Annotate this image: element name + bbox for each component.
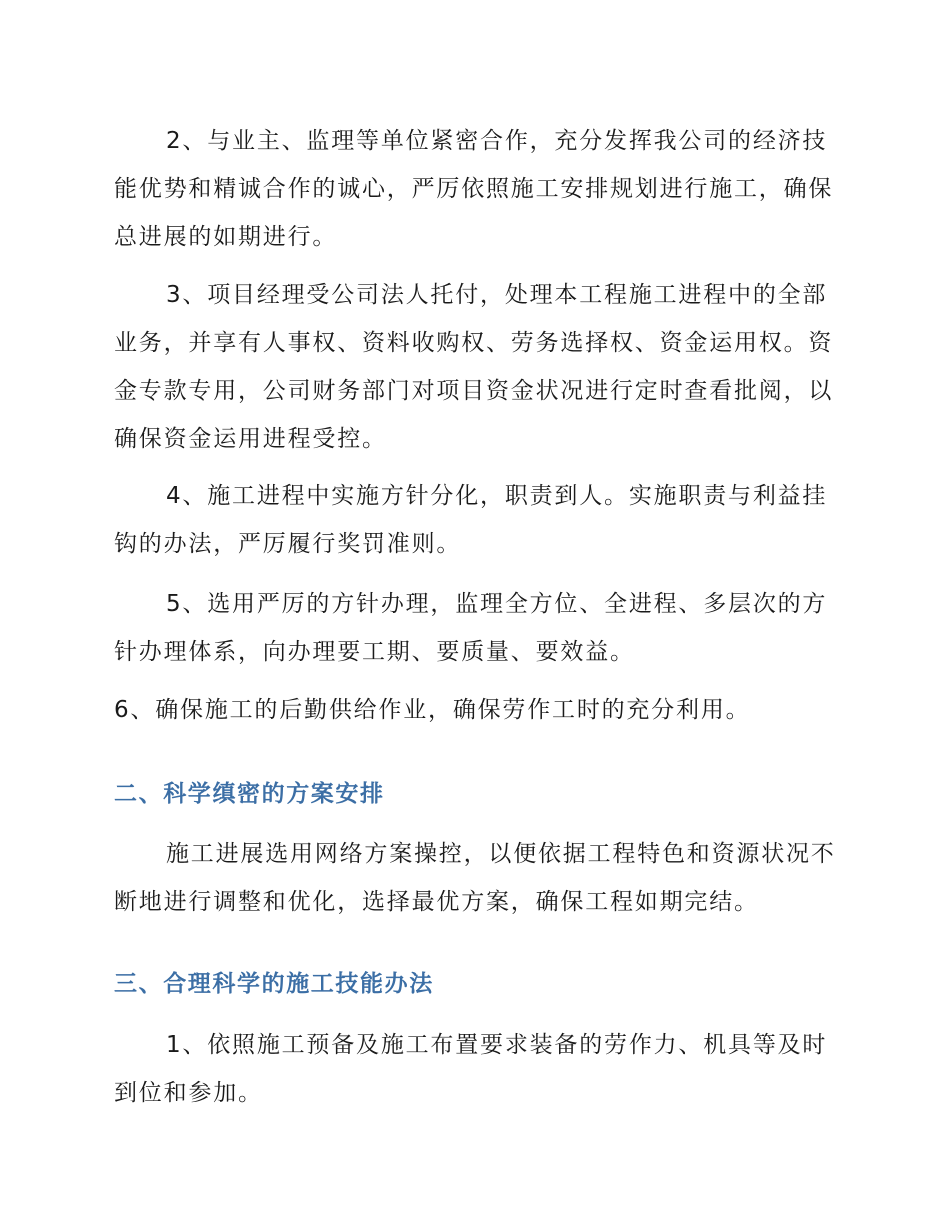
section-heading-3: 三、合理科学的施工技能办法 — [114, 971, 434, 997]
paragraph-line: 1、依照施工预备及施工布置要求装备的劳作力、机具等及时 — [166, 1032, 828, 1058]
paragraph-line: 业务，并享有人事权、资料收购权、劳务选择权、资金运用权。资 — [114, 330, 834, 356]
paragraph-line: 金专款专用，公司财务部门对项目资金状况进行定时查看批阅，以 — [114, 378, 834, 404]
paragraph-item-4 — [114, 472, 827, 568]
paragraph-line: 到位和参加。 — [114, 1080, 263, 1106]
paragraph-line: 确保资金运用进程受控。 — [114, 426, 387, 452]
paragraph-line: 钩的办法，严厉履行奖罚准则。 — [114, 531, 462, 557]
paragraph-line: 施工进展选用网络方案操控，以便依据工程特色和资源状况不 — [166, 841, 836, 867]
paragraph-line: 6、确保施工的后勤供给作业，确保劳作工时的充分利用。 — [114, 697, 751, 723]
paragraph-line: 能优势和精诚合作的诚心，严厉依照施工安排规划进行施工，确保 — [114, 176, 834, 202]
section-2-paragraph — [114, 830, 836, 926]
paragraph-line: 4、施工进程中实施方针分化，职责到人。实施职责与利益挂 — [166, 483, 828, 509]
paragraph-item-6 — [114, 686, 750, 734]
paragraph-item-5 — [114, 580, 827, 676]
paragraph-line: 3、项目经理受公司法人托付，处理本工程施工进程中的全部 — [166, 282, 828, 308]
paragraph-line: 5、选用严厉的方针办理，监理全方位、全进程、多层次的方 — [166, 591, 828, 617]
paragraph-line: 总进展的如期进行。 — [114, 224, 338, 250]
section-3-paragraph — [114, 1021, 827, 1117]
paragraph-line: 2、与业主、监理等单位紧密合作，充分发挥我公司的经济技 — [166, 128, 828, 154]
section-heading-2: 二、科学缜密的方案安排 — [114, 781, 385, 807]
paragraph-line: 针办理体系，向办理要工期、要质量、要效益。 — [114, 639, 635, 665]
paragraph-item-3 — [114, 271, 833, 463]
paragraph-line: 断地进行调整和优化，选择最优方案，确保工程如期完结。 — [114, 889, 759, 915]
paragraph-item-2 — [114, 117, 833, 261]
